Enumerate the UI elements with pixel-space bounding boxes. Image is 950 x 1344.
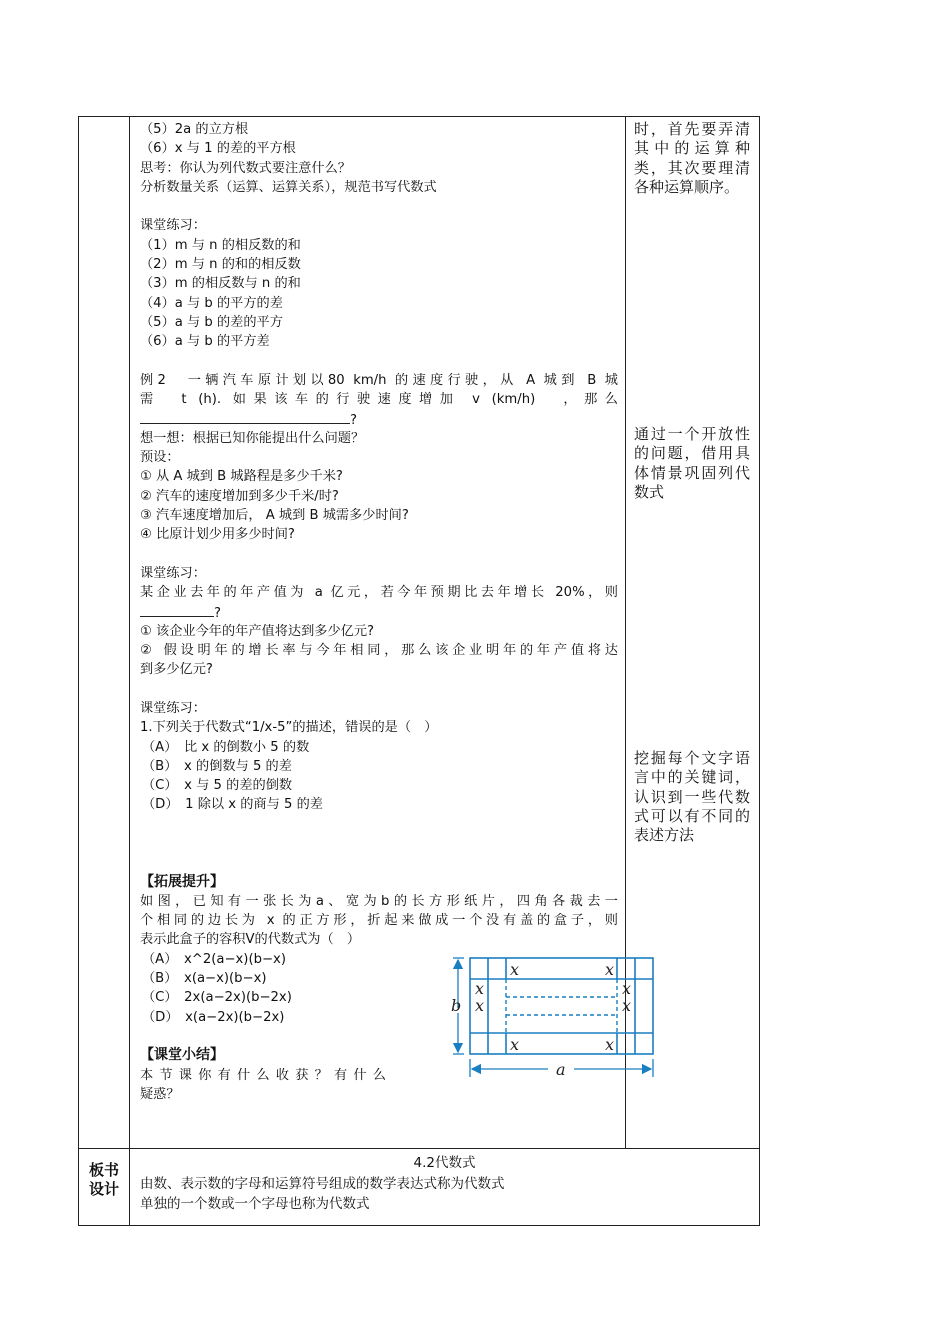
text-line: 如图，已知有一张长为a、宽为b的长方形纸片，四角各裁去一 xyxy=(140,893,618,909)
question-stem: 1.下列关于代数式“1/x-5”的描述，错误的是（ ） xyxy=(140,720,438,736)
board-title: 4.2代数式 xyxy=(413,1155,476,1171)
question-item: ① 从 A 城到 B 城路程是多少千米? xyxy=(140,469,343,485)
lesson-plan-sheet xyxy=(78,116,758,1227)
text-line: （5）2a 的立方根 xyxy=(140,122,249,137)
option-a: （A） 比 x 的倒数小 5 的数 xyxy=(142,739,310,755)
note-1: 时，首先要弄清其中的运算种类，其次要理清各种运算顺序。 xyxy=(634,120,750,196)
label-x: x xyxy=(475,979,485,998)
example-blank-line xyxy=(140,409,618,428)
text-line: 预设： xyxy=(140,450,180,466)
label-x: x xyxy=(510,960,520,979)
label-x: x xyxy=(622,979,632,998)
section-heading-summary: 【课堂小结】 xyxy=(140,1047,224,1064)
lesson-table xyxy=(78,116,760,1226)
question-item: ② 汽车的速度增加到多少千米/时? xyxy=(140,488,339,504)
question-item: ① 该企业今年的年产值将达到多少亿元? xyxy=(140,623,375,639)
practice-item: （4）a 与 b 的平方的差 xyxy=(140,295,283,311)
section-heading-extension: 【拓展提升】 xyxy=(140,873,224,890)
example-line: 例2 一辆汽车原计划以80 km/h 的速度行驶，从 A 城到 B 城 xyxy=(140,372,618,388)
main-content-cell xyxy=(130,117,632,1149)
text-line: 分析数量关系（运算、运算关系），规范书写代数式 xyxy=(140,179,437,195)
question-mark: ? xyxy=(214,606,221,622)
practice-item: （6）a 与 b 的平方差 xyxy=(140,334,270,350)
note-3: 挖掘每个文字语言中的关键词，认识到一些代数式可以有不同的表述方法 xyxy=(634,749,750,845)
label-line: 板书 xyxy=(88,1161,119,1179)
label-line: 设计 xyxy=(88,1180,119,1198)
practice-item: （5）a 与 b 的差的平方 xyxy=(140,314,283,330)
question-item: ③ 汽车速度增加后， A 城到 B 城需多少时间? xyxy=(140,507,409,523)
text-line: 想一想：根据已知你能提出什么问题？ xyxy=(140,430,365,446)
option-c: （C） 2x(a−2x)(b−2x) xyxy=(142,990,292,1006)
text-line: 思考：你认为列代数式要注意什么？ xyxy=(140,160,351,176)
practice-item: （2）m 与 n 的和的相反数 xyxy=(140,257,301,273)
board-line: 由数、表示数的字母和运算符号组成的数学表达式称为代数式 xyxy=(140,1176,505,1192)
label-x: x xyxy=(510,1035,520,1054)
answer-blank xyxy=(140,602,214,617)
practice-item: （1）m 与 n 的相反数的和 xyxy=(140,237,301,253)
option-d: （D） x(a−2x)(b−2x) xyxy=(142,1009,285,1025)
question-mark: ? xyxy=(350,413,357,429)
note-2: 通过一个开放性的问题，借用具体情景巩固列代数式 xyxy=(634,425,750,501)
answer-blank xyxy=(140,409,350,424)
practice-item: （3）m 的相反数与 n 的和 xyxy=(140,276,301,292)
text-line: 疑惑？ xyxy=(140,1086,180,1102)
label-x: x xyxy=(475,996,485,1015)
option-b: （B） x 的倒数与 5 的差 xyxy=(142,758,292,774)
practice-title: 课堂练习： xyxy=(140,700,206,716)
label-a: a xyxy=(556,1060,566,1079)
question-item: 到多少亿元? xyxy=(140,662,213,678)
option-c: （C） x 与 5 的差的倒数 xyxy=(142,778,293,794)
text-line: 表示此盒子的容积V的代数式为（ ） xyxy=(140,932,361,948)
label-b: b xyxy=(451,996,462,1015)
option-d: （D） 1 除以 x 的商与 5 的差 xyxy=(142,797,323,813)
label-x: x xyxy=(605,1035,615,1054)
question-item: ② 假设明年的增长率与今年相同，那么该企业明年的年产值将达 xyxy=(140,643,618,659)
practice-title: 课堂练习： xyxy=(140,218,206,234)
practice-title: 课堂练习： xyxy=(140,565,206,581)
text-line: （6）x 与 1 的差的平方根 xyxy=(140,141,296,157)
left-empty-cell xyxy=(79,117,130,1149)
board-design-content xyxy=(130,1149,760,1226)
notes-cell xyxy=(626,117,760,1149)
question-item: ④ 比原计划少用多少时间? xyxy=(140,527,295,543)
label-x: x xyxy=(605,960,615,979)
option-b: （B） x(a−x)(b−x) xyxy=(142,971,267,987)
text-line: 本节课你有什么收获？有什么 xyxy=(140,1067,386,1083)
text-line: 某企业去年的年产值为 a 亿元，若今年预期比去年增长 20%，则 xyxy=(140,585,618,601)
board-design-label xyxy=(79,1149,130,1226)
blank-line xyxy=(140,602,618,621)
label-x: x xyxy=(622,996,632,1015)
board-line: 单独的一个数或一个字母也称为代数式 xyxy=(140,1196,370,1212)
option-a: （A） x^2(a−x)(b−x) xyxy=(142,951,286,967)
text-line: 个相同的边长为 x 的正方形，折起来做成一个没有盖的盒子，则 xyxy=(140,913,618,929)
example-line: 需 t (h). 如果该车的行驶速度增加 v (km/h) ，那么 xyxy=(140,392,618,408)
